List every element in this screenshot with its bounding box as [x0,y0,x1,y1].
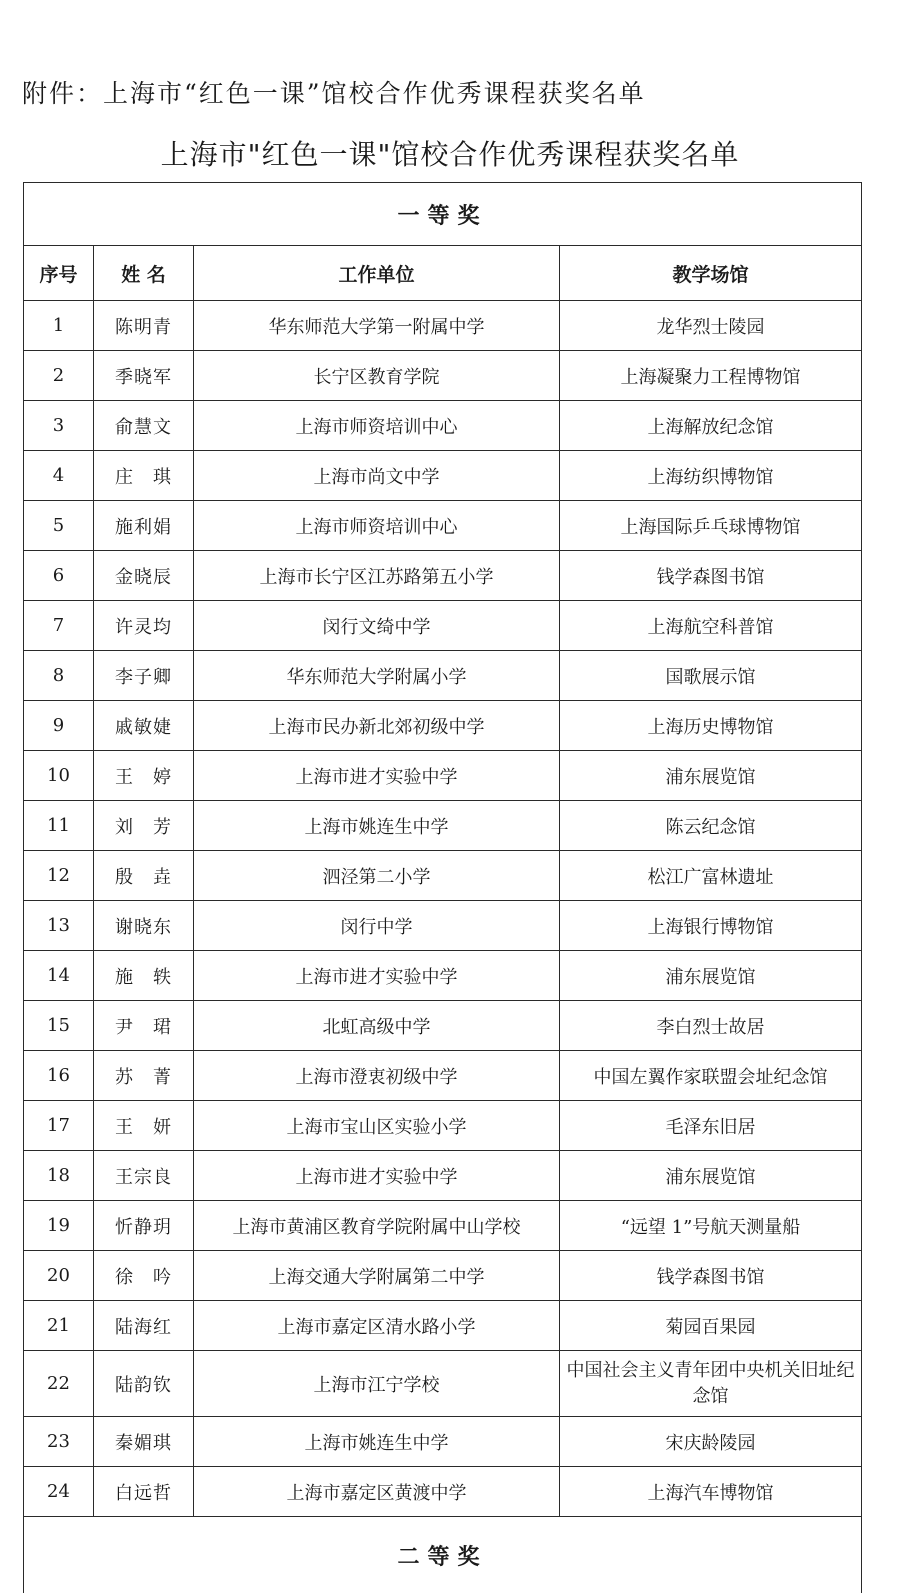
cell-venue: 浦东展览馆 [560,1151,862,1201]
table-body [24,301,862,1517]
cell-venue: “远望 1”号航天测量船 [560,1201,862,1251]
cell-unit: 上海市嘉定区黄渡中学 [194,1467,560,1517]
table-row [24,901,862,951]
cell-name: 谢晓东 [94,901,194,951]
cell-name: 陆海红 [94,1301,194,1351]
cell-unit: 上海市黄浦区教育学院附属中山学校 [194,1201,560,1251]
table-row [24,851,862,901]
award-table [23,182,862,1593]
cell-unit: 上海市嘉定区清水路小学 [194,1301,560,1351]
cell-name: 施利娟 [94,501,194,551]
attachment-heading: 附件：上海市“红色一课”馆校合作优秀课程获奖名单 [22,74,646,110]
table-row [24,1001,862,1051]
cell-index: 8 [24,651,94,701]
column-header-venue: 教学场馆 [560,246,862,301]
column-header-unit: 工作单位 [194,246,560,301]
cell-name: 忻静玥 [94,1201,194,1251]
cell-index: 19 [24,1201,94,1251]
cell-venue: 菊园百果园 [560,1301,862,1351]
cell-name: 陈明青 [94,301,194,351]
cell-index: 21 [24,1301,94,1351]
table-row [24,451,862,501]
cell-index: 5 [24,501,94,551]
table-row [24,501,862,551]
cell-venue: 中国左翼作家联盟会址纪念馆 [560,1051,862,1101]
cell-unit: 华东师范大学附属小学 [194,651,560,701]
cell-venue: 上海凝聚力工程博物馆 [560,351,862,401]
cell-index: 23 [24,1417,94,1467]
cell-venue: 上海银行博物馆 [560,901,862,951]
table-row [24,1251,862,1301]
table-row [24,401,862,451]
cell-name: 许灵均 [94,601,194,651]
table-row [24,1301,862,1351]
cell-name: 陆韵钦 [94,1351,194,1417]
cell-name: 季晓军 [94,351,194,401]
cell-index: 18 [24,1151,94,1201]
table-row [24,551,862,601]
cell-name: 刘 芳 [94,801,194,851]
header-row [24,246,862,301]
cell-venue: 上海汽车博物馆 [560,1467,862,1517]
cell-name: 秦媚琪 [94,1417,194,1467]
table-row [24,1417,862,1467]
cell-index: 1 [24,301,94,351]
cell-unit: 上海市澄衷初级中学 [194,1051,560,1101]
cell-name: 施 轶 [94,951,194,1001]
table-row [24,951,862,1001]
table-row [24,1201,862,1251]
cell-venue: 宋庆龄陵园 [560,1417,862,1467]
second-prize-row [24,1517,862,1593]
cell-venue: 毛泽东旧居 [560,1101,862,1151]
first-prize-label: 一等奖 [24,183,862,246]
cell-name: 金晓辰 [94,551,194,601]
cell-venue: 浦东展览馆 [560,951,862,1001]
cell-unit: 上海市进才实验中学 [194,951,560,1001]
second-prize-label: 二等奖 [24,1517,862,1593]
cell-unit: 上海市姚连生中学 [194,801,560,851]
cell-venue: 李白烈士故居 [560,1001,862,1051]
cell-name: 徐 吟 [94,1251,194,1301]
table-row [24,1151,862,1201]
cell-unit: 上海市进才实验中学 [194,751,560,801]
cell-name: 苏 菁 [94,1051,194,1101]
cell-venue: 钱学森图书馆 [560,1251,862,1301]
cell-venue: 上海航空科普馆 [560,601,862,651]
cell-venue: 龙华烈士陵园 [560,301,862,351]
table-row [24,651,862,701]
page-title: 上海市"红色一课"馆校合作优秀课程获奖名单 [0,133,900,173]
cell-name: 王 婷 [94,751,194,801]
table-row [24,351,862,401]
table-row [24,601,862,651]
cell-venue: 钱学森图书馆 [560,551,862,601]
table-row [24,1101,862,1151]
cell-unit: 上海市姚连生中学 [194,1417,560,1467]
cell-unit: 上海市进才实验中学 [194,1151,560,1201]
cell-venue: 上海纺织博物馆 [560,451,862,501]
cell-venue: 上海历史博物馆 [560,701,862,751]
cell-unit: 闵行文绮中学 [194,601,560,651]
cell-name: 尹 珺 [94,1001,194,1051]
cell-index: 7 [24,601,94,651]
cell-name: 王 妍 [94,1101,194,1151]
cell-venue: 中国社会主义青年团中央机关旧址纪念馆 [560,1351,862,1417]
cell-unit: 泗泾第二小学 [194,851,560,901]
cell-venue: 上海解放纪念馆 [560,401,862,451]
column-header-index: 序号 [24,246,94,301]
cell-unit: 闵行中学 [194,901,560,951]
cell-unit: 上海交通大学附属第二中学 [194,1251,560,1301]
cell-index: 3 [24,401,94,451]
first-prize-row [24,183,862,246]
table-row [24,751,862,801]
cell-unit: 北虹高级中学 [194,1001,560,1051]
cell-venue: 国歌展示馆 [560,651,862,701]
table-row [24,701,862,751]
cell-index: 6 [24,551,94,601]
cell-unit: 长宁区教育学院 [194,351,560,401]
table-row [24,1467,862,1517]
table-row [24,1351,862,1417]
table-row [24,301,862,351]
cell-venue: 松江广富林遗址 [560,851,862,901]
cell-index: 13 [24,901,94,951]
cell-index: 20 [24,1251,94,1301]
cell-index: 11 [24,801,94,851]
column-header-name: 姓 名 [94,246,194,301]
cell-index: 9 [24,701,94,751]
cell-index: 12 [24,851,94,901]
cell-unit: 上海市长宁区江苏路第五小学 [194,551,560,601]
cell-index: 2 [24,351,94,401]
cell-name: 王宗良 [94,1151,194,1201]
cell-unit: 上海市师资培训中心 [194,501,560,551]
cell-index: 16 [24,1051,94,1101]
cell-unit: 上海市民办新北郊初级中学 [194,701,560,751]
cell-unit: 华东师范大学第一附属中学 [194,301,560,351]
cell-name: 李子卿 [94,651,194,701]
cell-venue: 陈云纪念馆 [560,801,862,851]
cell-index: 15 [24,1001,94,1051]
cell-index: 4 [24,451,94,501]
cell-index: 14 [24,951,94,1001]
cell-unit: 上海市江宁学校 [194,1351,560,1417]
table-row [24,1051,862,1101]
cell-venue: 浦东展览馆 [560,751,862,801]
cell-index: 17 [24,1101,94,1151]
cell-index: 24 [24,1467,94,1517]
cell-index: 10 [24,751,94,801]
cell-index: 22 [24,1351,94,1417]
cell-unit: 上海市宝山区实验小学 [194,1101,560,1151]
cell-unit: 上海市师资培训中心 [194,401,560,451]
cell-name: 庄 琪 [94,451,194,501]
cell-unit: 上海市尚文中学 [194,451,560,501]
cell-name: 俞慧文 [94,401,194,451]
table-row [24,801,862,851]
cell-name: 白远哲 [94,1467,194,1517]
cell-venue: 上海国际乒乓球博物馆 [560,501,862,551]
cell-name: 戚敏婕 [94,701,194,751]
cell-name: 殷 垚 [94,851,194,901]
